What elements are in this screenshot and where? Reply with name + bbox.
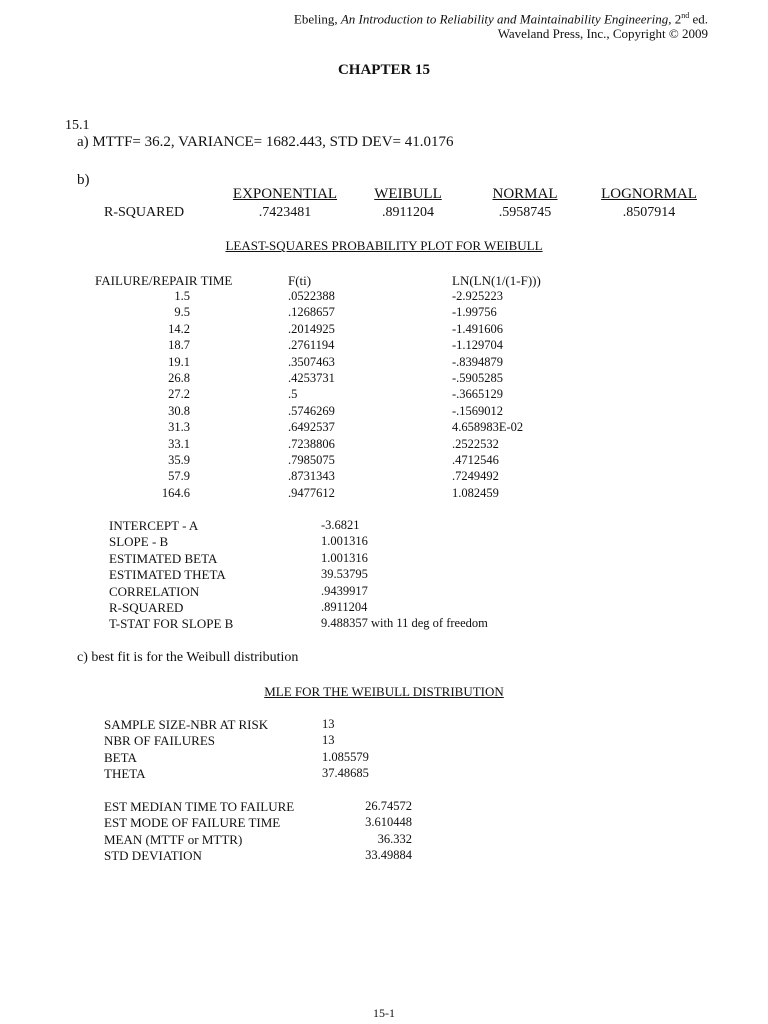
part-b-label: b) bbox=[77, 172, 90, 188]
table-cell-fti: .2761194 bbox=[288, 338, 335, 353]
stat-label: T-STAT FOR SLOPE B bbox=[109, 616, 234, 632]
chapter-title: CHAPTER 15 bbox=[337, 62, 431, 78]
table-cell-fti: .4253731 bbox=[288, 371, 335, 385]
estimate-value: 36.332 bbox=[377, 831, 412, 846]
table-cell-fti: .7238806 bbox=[288, 436, 335, 451]
table-cell-lnln: .7249492 bbox=[452, 469, 499, 484]
table-cell-time: 14.2 bbox=[168, 321, 190, 336]
table-cell-lnln: .4712546 bbox=[452, 453, 499, 467]
table-cell-time: 19.1 bbox=[168, 354, 190, 369]
estimate-label: STD DEVIATION bbox=[104, 848, 202, 864]
rsq-row-label: R-SQUARED bbox=[104, 205, 185, 220]
table-cell-time: 27.2 bbox=[168, 387, 190, 402]
stat-label: SLOPE - B bbox=[109, 534, 169, 550]
table-cell-fti: .3507463 bbox=[288, 354, 335, 369]
rsq-header-exponential: EXPONENTIAL bbox=[232, 186, 338, 202]
estimate-value: 26.74572 bbox=[365, 799, 412, 813]
table-cell-lnln: -2.925223 bbox=[452, 289, 504, 303]
stat-value: 1.001316 bbox=[321, 534, 368, 549]
table-cell-fti: .1268657 bbox=[288, 305, 335, 320]
table-cell-lnln: -.8394879 bbox=[452, 354, 504, 369]
estimate-label: MEAN (MTTF or MTTR) bbox=[104, 831, 243, 847]
col-header-fti: F(ti) bbox=[288, 273, 312, 288]
lsq-section-title: LEAST-SQUARES PROBABILITY PLOT FOR WEIBULL bbox=[225, 238, 543, 253]
table-cell-time: 164.6 bbox=[161, 485, 190, 500]
stat-label: ESTIMATED THETA bbox=[109, 567, 226, 583]
mle-label: NBR OF FAILURES bbox=[104, 733, 216, 749]
table-cell-lnln: -.3665129 bbox=[452, 387, 504, 402]
stat-value: .8911204 bbox=[321, 600, 368, 614]
estimate-value: 33.49884 bbox=[365, 848, 412, 863]
stat-label: CORRELATION bbox=[109, 583, 200, 599]
stat-value: .9439917 bbox=[321, 583, 368, 598]
stat-value: 9.488357 with 11 deg of freedom bbox=[321, 616, 488, 631]
table-cell-fti: .5746269 bbox=[288, 403, 335, 418]
table-cell-time: 31.3 bbox=[168, 420, 190, 435]
stat-value: 1.001316 bbox=[321, 550, 368, 565]
table-cell-time: 18.7 bbox=[168, 338, 190, 353]
mle-label: BETA bbox=[104, 749, 137, 765]
table-cell-fti: .8731343 bbox=[288, 469, 335, 484]
rsq-value-normal: .5958745 bbox=[498, 205, 552, 220]
estimate-value: 3.610448 bbox=[365, 815, 412, 830]
table-cell-fti: .0522388 bbox=[288, 289, 335, 303]
table-cell-lnln: -1.99756 bbox=[452, 305, 497, 320]
table-cell-lnln: -1.491606 bbox=[452, 321, 504, 336]
rsq-header-weibull: WEIBULL bbox=[374, 186, 442, 202]
mle-value: 13 bbox=[322, 733, 335, 748]
table-cell-lnln: .2522532 bbox=[452, 436, 499, 451]
table-cell-lnln: -1.129704 bbox=[452, 338, 504, 353]
estimate-label: EST MODE OF FAILURE TIME bbox=[104, 815, 281, 831]
mle-value: 1.085579 bbox=[322, 749, 369, 764]
table-cell-fti: .6492537 bbox=[288, 420, 335, 435]
table-cell-fti: .9477612 bbox=[288, 485, 335, 500]
table-cell-fti: .2014925 bbox=[288, 321, 335, 336]
mle-label: SAMPLE SIZE-NBR AT RISK bbox=[104, 717, 269, 732]
table-cell-time: 1.5 bbox=[174, 289, 190, 303]
page-number: 15-1 bbox=[373, 1006, 395, 1020]
table-cell-time: 57.9 bbox=[168, 469, 190, 484]
table-cell-lnln: -.1569012 bbox=[452, 403, 504, 418]
col-header-time: FAILURE/REPAIR TIME bbox=[95, 273, 233, 288]
stat-label: R-SQUARED bbox=[109, 600, 184, 615]
part-c-text: c) best fit is for the Weibull distribution bbox=[77, 650, 299, 665]
estimate-label: EST MEDIAN TIME TO FAILURE bbox=[104, 799, 295, 814]
col-header-lnln: LN(LN(1/(1-F))) bbox=[452, 273, 541, 288]
table-cell-lnln: -.5905285 bbox=[452, 371, 504, 385]
publisher-line: Waveland Press, Inc., Copyright © 2009 bbox=[497, 26, 708, 41]
mle-value: 37.48685 bbox=[322, 766, 369, 781]
table-cell-lnln: 4.658983E-02 bbox=[452, 420, 524, 435]
table-cell-fti: .5 bbox=[288, 387, 298, 402]
table-cell-time: 35.9 bbox=[168, 453, 190, 467]
part-a-text: a) MTTF= 36.2, VARIANCE= 1682.443, STD DEV= 41.0176 bbox=[77, 134, 454, 150]
rsq-value-exponential: .7423481 bbox=[258, 205, 312, 220]
problem-number: 15.1 bbox=[65, 118, 90, 133]
table-cell-fti: .7985075 bbox=[288, 453, 335, 467]
stat-label: ESTIMATED BETA bbox=[109, 550, 218, 566]
table-cell-time: 30.8 bbox=[168, 403, 190, 418]
book-citation: Ebeling, An Introduction to Reliability and Maintainability Engineering, 2nd ed. bbox=[293, 11, 708, 27]
mle-value: 13 bbox=[322, 717, 335, 731]
stat-value: 39.53795 bbox=[321, 567, 368, 582]
rsq-header-lognormal: LOGNORMAL bbox=[601, 186, 697, 202]
stat-label: INTERCEPT - A bbox=[109, 518, 199, 533]
rsq-header-normal: NORMAL bbox=[492, 186, 558, 202]
mle-section-title: MLE FOR THE WEIBULL DISTRIBUTION bbox=[264, 684, 504, 699]
mle-label: THETA bbox=[104, 766, 146, 782]
table-cell-time: 26.8 bbox=[168, 371, 190, 385]
table-cell-time: 33.1 bbox=[168, 436, 190, 451]
rsq-value-weibull: .8911204 bbox=[382, 205, 434, 220]
rsq-value-lognormal: .8507914 bbox=[622, 205, 676, 220]
table-cell-lnln: 1.082459 bbox=[452, 485, 499, 500]
table-cell-time: 9.5 bbox=[174, 305, 190, 320]
stat-value: -3.6821 bbox=[321, 518, 360, 532]
